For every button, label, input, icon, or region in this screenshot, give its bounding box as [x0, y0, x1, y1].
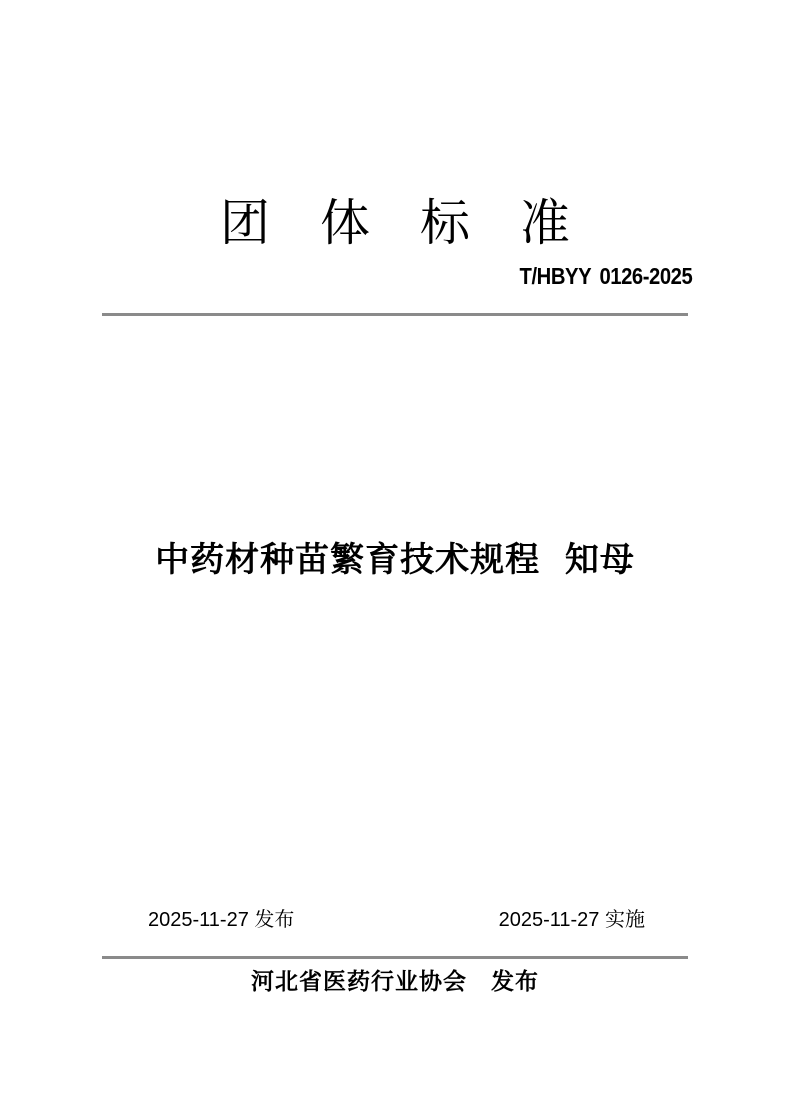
- publisher-label: 河北省医药行业协会 发布: [251, 969, 539, 995]
- top-divider-rule: [102, 313, 688, 316]
- bottom-divider-rule: [102, 956, 688, 959]
- main-title: 中药材种苗繁育技术规程 知母: [155, 540, 635, 580]
- issue-date-label: 2025-11-27 发布: [148, 909, 295, 931]
- standard-number: T/HBYY 0126-2025: [519, 263, 692, 289]
- implement-date-label: 2025-11-27 实施: [498, 909, 645, 931]
- doc-type-title: 团 体 标 准: [220, 194, 570, 252]
